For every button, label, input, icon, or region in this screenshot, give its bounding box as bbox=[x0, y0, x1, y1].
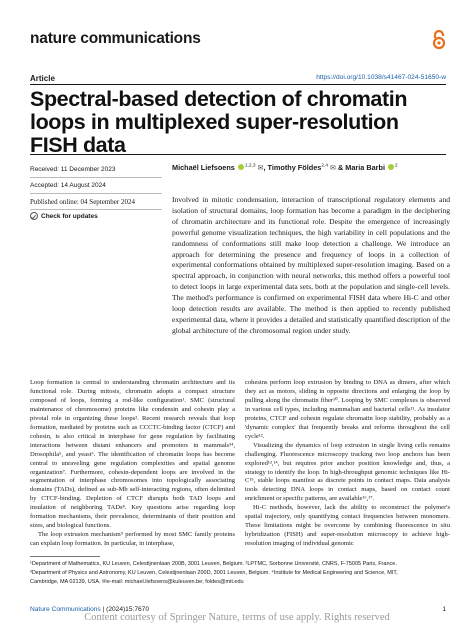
email-icon[interactable]: ✉ bbox=[330, 165, 336, 172]
journal-name[interactable]: nature communications bbox=[30, 30, 201, 47]
header-divider bbox=[30, 84, 446, 85]
page-number: 1 bbox=[442, 606, 446, 613]
article-type: Article bbox=[30, 74, 55, 83]
received-date: Received: 11 December 2023 bbox=[30, 166, 116, 173]
author-name[interactable]: Maria Barbi bbox=[345, 163, 385, 172]
published-date: Published online: 04 September 2024 bbox=[30, 198, 135, 206]
body-paragraph: Loop formation is central to understanding chromatin architecture and its functional role. During mitosis, chromatin adopts a compact structure composed of loops, forming a rod-like configuration¹. SMC (structural maintenance of chromosome) proteins like condensin and cohesin play a pivotal role in organizing these loops². Recent research reveals that loop formation, mediated by proteins such as CCCTC-binding factor (CTCF) and cohesin, is also critical in interphase for gene regulation by facilitating interactions between distant enhancers and promoters in mammals³⁴, Drosophila⁵, and yeast⁶. The identification of chromatin loops has become central to unraveling gene regulation complexities and spatial genome organization⁷. Furthermore, cohesin-dependent loops are involved in the segmentation of interphase chromosomes into topologically associating domains (TADs), defined as sub-Mb self-interacting regions, often delimited by CTCF-binding. Depletion of CTCF disrupts both TAD loops and insulation of neighboring TADs⁸. Key questions arise regarding loop formation mechanisms, their prevalence, determinants of their position and sizes, and biological functions. bbox=[30, 379, 235, 530]
body-paragraph: Visualizing the dynamics of loop extrusion in single living cells remains challenging. Fluorescence microscopy tracking two loop anchors has been explored¹³,¹⁴, but requires prior anchor position knowledge and, thus, a strategy to identify the loop. In high-throughput genomic techniques like Hi-C¹⁵, stable loops manifest as discrete points in contact maps. Data analysis tools detecting DNA loops in contact maps, based on contact count enrichment or specific patterns, are available¹⁶,¹⁷. bbox=[245, 441, 450, 503]
affiliation-line: ¹Department of Mathematics, KU Leuven, Celestijnenlaan 200B, 3001 Leuven, Belgium. ²LPTMC, Sorbonne Université, CNRS, F-75005 Paris, France. bbox=[30, 561, 397, 567]
check-for-updates-button[interactable] bbox=[30, 212, 98, 220]
check-updates-icon bbox=[30, 212, 38, 220]
citation-journal-link[interactable]: Nature Communications bbox=[30, 606, 101, 613]
meta-divider bbox=[30, 193, 162, 194]
body-paragraph: Hi-C methods, however, lack the ability to reconstruct the polymer's spatial trajectory, only quantifying contact frequencies between monomers. These limitations might be overcome by combining fluorescence in situ hybridization (FISH) and super-resolution microscopy to achieve high-resolution imaging of individual genomic bbox=[245, 504, 450, 548]
author-list bbox=[172, 163, 398, 172]
affiliation-marker: 1,2,3 bbox=[244, 163, 256, 169]
author-conjunction: & bbox=[337, 163, 344, 172]
citation-volume: | (2024)15:7670 bbox=[102, 606, 150, 613]
open-access-lock-icon bbox=[432, 30, 446, 50]
doi-link[interactable]: https://doi.org/10.1038/s41467-024-51650-w bbox=[316, 74, 446, 81]
author-name[interactable]: Timothy Földes bbox=[267, 163, 322, 172]
copyright-watermark: Content courtesy of Springer Nature, terms of use apply. Rights reserved bbox=[84, 612, 390, 623]
meta-divider bbox=[30, 177, 162, 178]
accepted-date: Accepted: 14 August 2024 bbox=[30, 182, 106, 189]
footnote-divider bbox=[30, 556, 100, 557]
title-divider bbox=[30, 154, 446, 155]
affiliations bbox=[30, 560, 450, 587]
author-name[interactable]: Michaël Liefsoens bbox=[172, 163, 235, 172]
author-separator: , bbox=[263, 163, 266, 172]
affiliation-line: Cambridge, MA 02139, USA. ✉e-mail: michael.liefsoens@kuleuven.be; foldes@mit.edu bbox=[30, 579, 244, 585]
article-title: Spectral-based detection of chromatin loops in multiplexed super-resolution FISH data bbox=[30, 87, 408, 157]
abstract: Involved in mitotic condensation, interaction of transcriptional regulatory elements and isolation of structural domains, loop formation has become a paradigm in the deciphering of chromatin architecture and its functional role. Despite the emergence of increasingly powerful genome visualization techniques, the high variability in cell populations and the randomness of conformations still make loop detection a challenge. We introduce an approach for determining the presence and frequency of loops in a collection of experimental conformations obtained by multiplexed super-resolution imaging. Based on a spectral approach, in conjunction with neural networks, this method offers a powerful tool to detect loops in large experimental data sets, both at the population and single-cell levels. The method's performance is confirmed on experimental FISH data where Hi-C and other loop detection results are available. The method is then applied to recently published experimental data, where it provides a detailed and statistically quantified description of the global architecture of the chromosomal region under study. bbox=[172, 195, 450, 335]
meta-divider bbox=[30, 209, 162, 210]
body-paragraph: cohesins perform loop extrusion by binding to DNA as dimers, after which they act as motors, sliding in opposite directions and enlarging the loop by pulling along the chromatin fiber¹⁰. Looping by SMC complexes is observed in various cell types, including mammalian and bacterial cells¹¹. As insulator proteins, CTCF and cohesin regulate chromatin loop stability, probably as a 'dynamic complex' that frequently breaks and reforms throughout the cell cycle¹². bbox=[245, 379, 450, 440]
orcid-icon[interactable] bbox=[238, 164, 244, 170]
check-updates-label: Check for updates bbox=[41, 212, 98, 220]
body-paragraph: The loop extrusion mechanism⁹ performed by most SMC family proteins can explain loop formation. In particular, in interphase, bbox=[30, 531, 235, 548]
email-icon[interactable]: ✉ bbox=[257, 165, 264, 172]
body-column-left bbox=[30, 379, 235, 549]
orcid-icon[interactable] bbox=[388, 164, 394, 170]
body-column-right bbox=[245, 379, 450, 549]
affiliation-marker: 2,4 bbox=[321, 163, 328, 169]
affiliation-marker: 2 bbox=[395, 163, 398, 169]
affiliation-line: ³Department of Physics and Astronomy, KU Leuven, Celestijnenlaan 200D, 3001 Leuven, Belgium. ⁴Institute for Medical Engineering and Science, MIT, bbox=[30, 570, 398, 576]
